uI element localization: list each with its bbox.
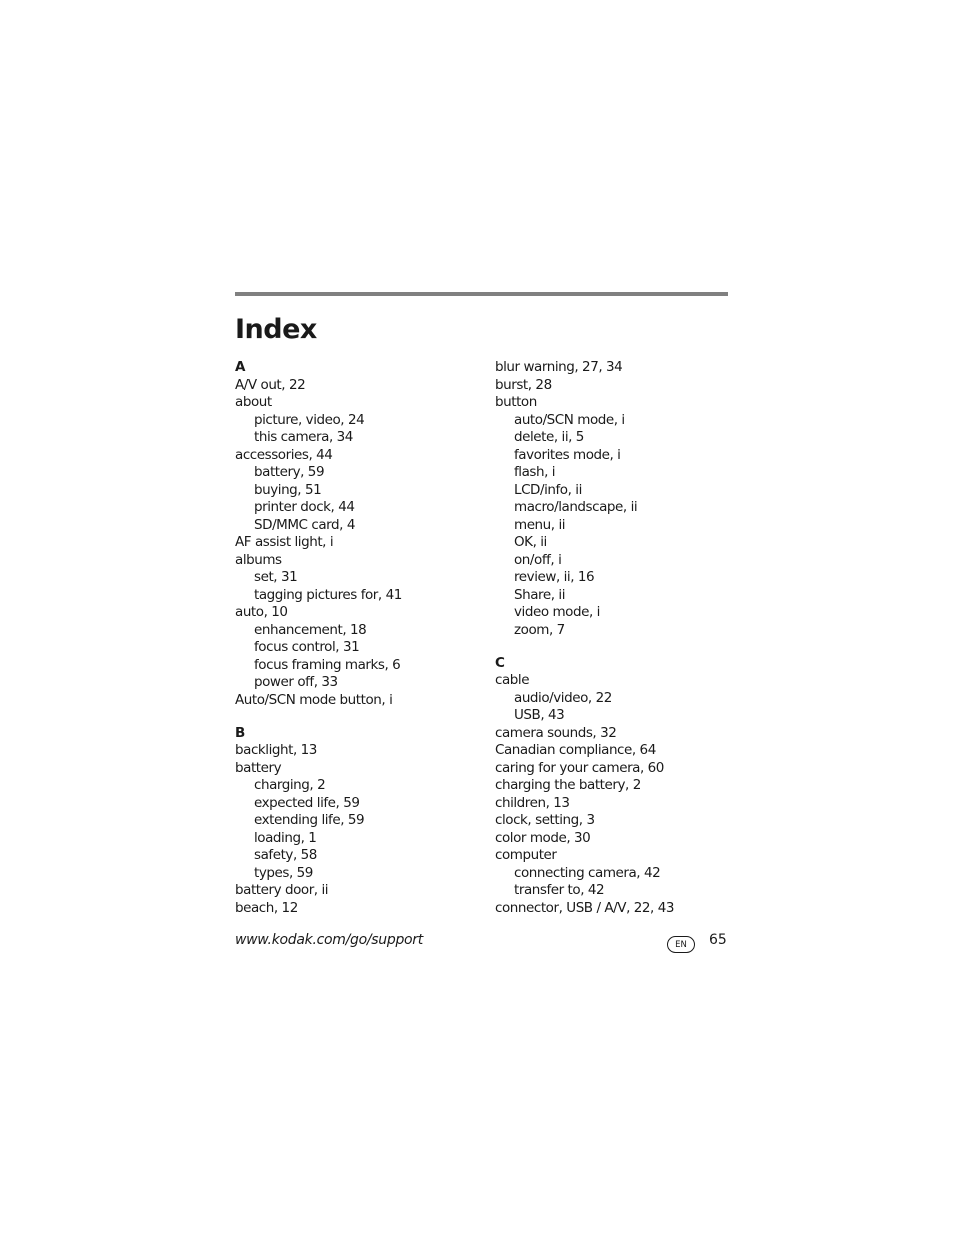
index-entry: battery [235, 759, 282, 776]
index-subentry: USB, 43 [514, 707, 565, 723]
index-subentry: picture, video, 24 [254, 411, 365, 428]
page-title: Index [235, 314, 317, 345]
index-section-letter: A [235, 359, 245, 375]
index-entry: caring for your camera, 60 [495, 759, 664, 776]
index-subentry: review, ii, 16 [514, 569, 595, 585]
index-entry: connector, USB / A/V, 22, 43 [495, 899, 674, 916]
section-gap [495, 639, 735, 655]
index-subentry: audio/video, 22 [514, 689, 612, 706]
index-subentry: on/off, i [514, 551, 562, 568]
index-subentry: delete, ii, 5 [514, 429, 584, 445]
index-subentry: SD/MMC card, 4 [254, 516, 355, 533]
index-subentry: menu, ii [514, 516, 566, 533]
index-subentry: flash, i [514, 464, 556, 480]
index-subentry: LCD/info, ii [514, 481, 582, 498]
index-subentry: safety, 58 [254, 847, 317, 863]
index-entry: Canadian compliance, 64 [495, 742, 656, 758]
index-entry: computer [495, 847, 557, 863]
index-entry: AF assist light, i [235, 534, 334, 550]
index-subentry: expected life, 59 [254, 794, 360, 811]
index-entry: beach, 12 [235, 899, 298, 916]
index-entry: battery door, ii [235, 882, 329, 898]
index-entry: blur warning, 27, 34 [495, 359, 623, 375]
index-entry: children, 13 [495, 794, 570, 811]
index-subentry: connecting camera, 42 [514, 864, 661, 881]
index-subentry: this camera, 34 [254, 429, 353, 445]
index-subentry: zoom, 7 [514, 621, 565, 638]
index-subentry: macro/landscape, ii [514, 499, 638, 515]
index-entry: button [495, 394, 537, 410]
page-number: 65 [709, 932, 727, 948]
index-column-right [495, 359, 735, 917]
index-entry: A/V out, 22 [235, 376, 306, 393]
index-entry: albums [235, 551, 282, 568]
index-subentry: buying, 51 [254, 481, 322, 498]
language-badge: EN [667, 936, 695, 953]
index-subentry: OK, ii [514, 534, 547, 550]
index-subentry: favorites mode, i [514, 446, 621, 463]
index-subentry: tagging pictures for, 41 [254, 586, 402, 603]
index-subentry: extending life, 59 [254, 812, 365, 828]
index-subentry: enhancement, 18 [254, 621, 367, 638]
index-subentry: focus control, 31 [254, 639, 360, 655]
index-entry: color mode, 30 [495, 829, 591, 846]
index-entry: camera sounds, 32 [495, 724, 617, 741]
index-section-letter: C [495, 654, 505, 671]
index-entry: backlight, 13 [235, 742, 317, 758]
index-entry: cable [495, 672, 530, 688]
index-subentry: printer dock, 44 [254, 499, 355, 515]
index-subentry: power off, 33 [254, 674, 338, 690]
index-subentry: charging, 2 [254, 777, 326, 793]
index-subentry: loading, 1 [254, 829, 317, 846]
support-url[interactable]: www.kodak.com/go/support [235, 932, 423, 948]
index-column-left [235, 359, 485, 917]
index-subentry: video mode, i [514, 604, 600, 620]
index-entry: clock, setting, 3 [495, 812, 595, 828]
index-entry: charging the battery, 2 [495, 777, 641, 793]
index-subentry: Share, ii [514, 586, 565, 603]
index-subentry: auto/SCN mode, i [514, 411, 625, 428]
index-section-letter: B [235, 724, 245, 741]
index-entry: auto, 10 [235, 604, 288, 620]
index-entry: about [235, 394, 272, 410]
index-entry: accessories, 44 [235, 446, 333, 463]
top-rule [235, 292, 728, 296]
index-subentry: battery, 59 [254, 464, 325, 480]
index-subentry: set, 31 [254, 569, 298, 585]
index-entry: Auto/SCN mode button, i [235, 691, 393, 708]
index-subentry: transfer to, 42 [514, 882, 605, 898]
index-subentry: types, 59 [254, 864, 313, 881]
index-entry: burst, 28 [495, 376, 552, 393]
section-gap [235, 709, 485, 725]
index-subentry: focus framing marks, 6 [254, 656, 401, 673]
